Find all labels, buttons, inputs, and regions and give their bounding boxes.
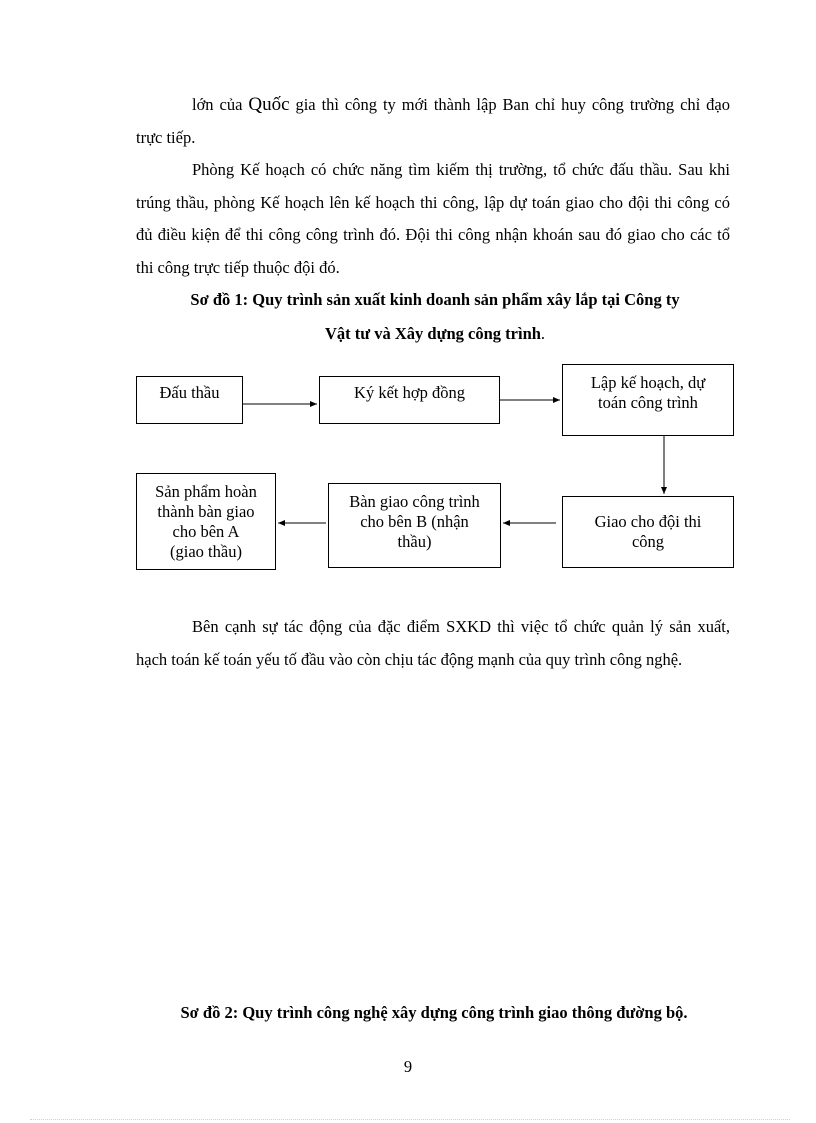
box-handover-b-line-2: cho bên B (nhận bbox=[360, 512, 469, 531]
box-handover-b-line-3: thầu) bbox=[397, 532, 432, 551]
diagram-1-caption-text-2: Vật tư và Xây dựng công trình bbox=[324, 324, 541, 343]
box-handover-a-line-4: (giao thầu) bbox=[170, 541, 242, 561]
paragraph-3-text: Bên cạnh sự tác động của đặc điểm SXKD thì việc tổ chức quản lý sản xuất, hạch toán kế toán yếu tố đầu vào còn chịu tác động mạnh của quy trình công nghệ. bbox=[136, 617, 730, 669]
page-number: 9 bbox=[403, 1057, 413, 1076]
diagram-1-caption-period: . bbox=[540, 324, 546, 343]
box-planning bbox=[562, 364, 734, 436]
box-assign-line-2: công bbox=[631, 532, 665, 551]
box-handover-b-line-1: Bàn giao công trình bbox=[349, 492, 480, 511]
box-handover-a-line-3: cho bên A bbox=[172, 521, 240, 541]
box-handover-a-line-1: Sản phẩm hoàn bbox=[155, 481, 257, 501]
box-planning-line-1: Lập kế hoạch, dự bbox=[590, 373, 706, 392]
box-bidding-label: Đấu thầu bbox=[159, 383, 220, 402]
diagram-2-caption-text: Sơ đồ 2: Quy trình công nghệ xây dựng công trình giao thông đường bộ. bbox=[180, 1003, 688, 1022]
box-contract-label: Ký kết hợp đồng bbox=[354, 383, 465, 402]
box-assign bbox=[562, 496, 734, 568]
diagram-1-caption-text-1: Sơ đồ 1: Quy trình sản xuất kinh doanh sản phẩm xây lắp tại Công ty bbox=[190, 290, 680, 309]
paragraph-3 bbox=[136, 611, 730, 676]
footer-divider bbox=[30, 1119, 790, 1120]
paragraph-1-text-b: gia thì công ty mới thành lập Ban chỉ huy công trường chỉ đạo trực tiếp. bbox=[136, 95, 730, 147]
paragraph-1-text-a: lớn của bbox=[192, 95, 249, 114]
box-handover-a-line-2: thành bàn giao bbox=[157, 501, 255, 521]
paragraph-2-text: Phòng Kế hoạch có chức năng tìm kiếm thị trường, tổ chức đấu thầu. Sau khi trúng thầu, phòng Kế hoạch lên kế hoạch thi công, lập dự toán giao cho đội thi công có đủ điều kiện để thi công công trình đó. Đội thi công nhận khoán sau đó giao cho các tổ thi công trực tiếp thuộc đội đó. bbox=[136, 160, 730, 277]
box-handover-b bbox=[328, 483, 501, 568]
box-handover-a bbox=[136, 473, 276, 570]
box-bidding bbox=[136, 376, 243, 424]
box-contract bbox=[319, 376, 500, 424]
box-assign-line-1: Giao cho đội thi bbox=[594, 512, 702, 531]
box-planning-line-2: toán công trình bbox=[598, 393, 698, 412]
diagram-2-caption bbox=[110, 996, 758, 1030]
paragraph-1-word: Quốc bbox=[248, 94, 290, 115]
